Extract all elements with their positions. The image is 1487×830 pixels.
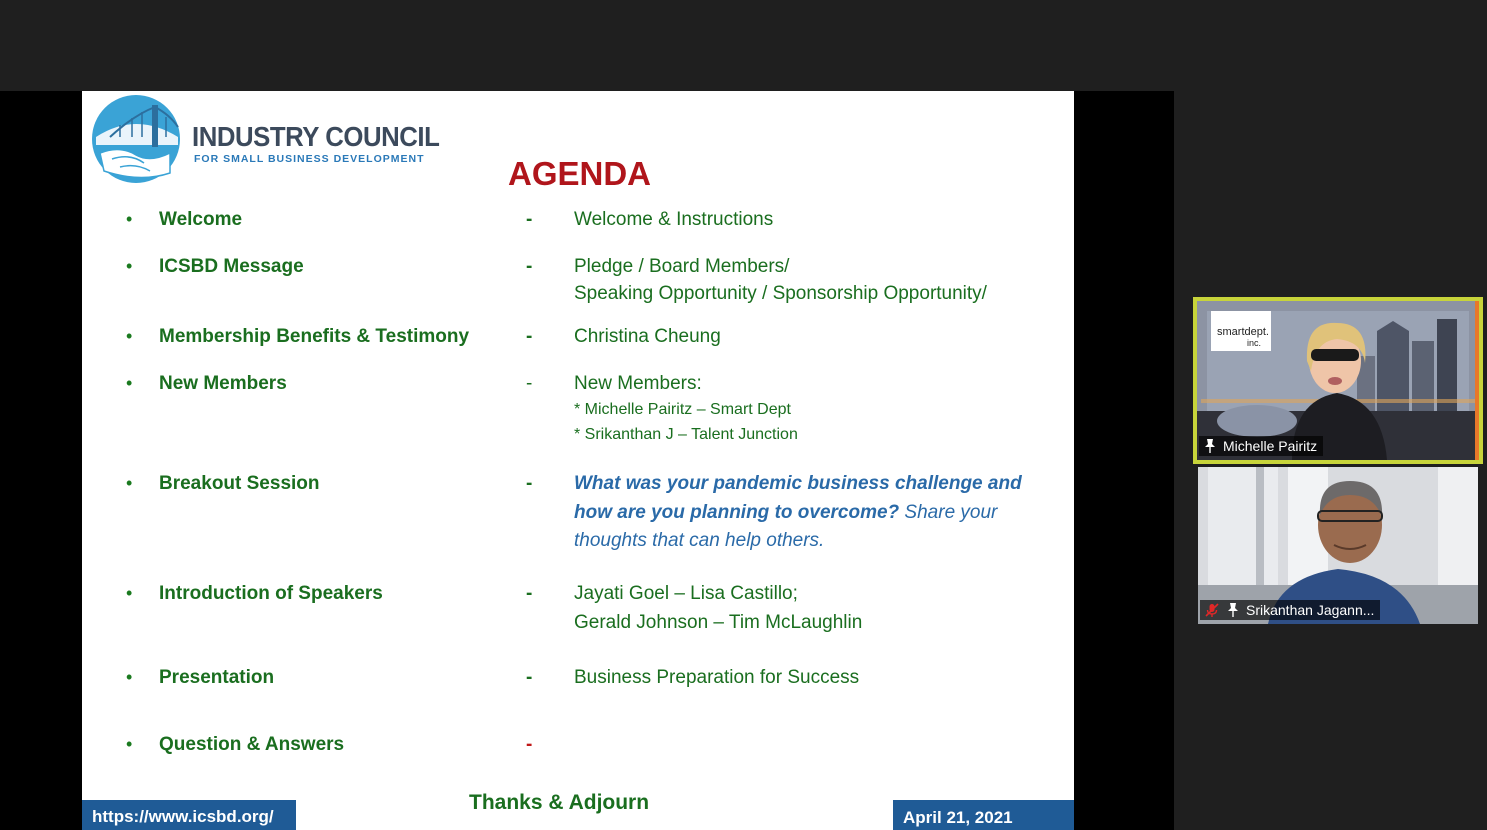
agenda-label: Welcome: [159, 209, 243, 230]
bullet: •: [126, 373, 133, 393]
logo-text: smartdept.: [1217, 326, 1269, 338]
agenda-description-line: Gerald Johnson – Tim McLaughlin: [574, 611, 863, 633]
agenda-description: [574, 253, 987, 307]
bullet: •: [126, 326, 133, 346]
participant-name-tag: [1199, 436, 1323, 456]
logo-text: inc.: [1247, 338, 1262, 348]
logo-title: INDUSTRY COUNCIL: [192, 121, 440, 152]
agenda-description-line: Pledge / Board Members/: [574, 256, 790, 277]
bullet: •: [126, 583, 133, 603]
agenda-description: [574, 370, 798, 447]
agenda-label: Introduction of Speakers: [159, 583, 383, 604]
participant-name-tag: [1200, 600, 1380, 620]
breakout-question: [574, 470, 1044, 556]
agenda-description: [574, 664, 859, 691]
agenda-label: Breakout Session: [159, 473, 320, 494]
bullet: •: [126, 473, 133, 493]
agenda-description: [574, 323, 721, 350]
agenda-description-line: Business Preparation for Success: [574, 667, 860, 688]
video-tile-michelle[interactable]: [1193, 297, 1483, 464]
bullet: •: [126, 734, 133, 754]
footer-url: https://www.icsbd.org/: [82, 800, 296, 830]
agenda-dash: -: [526, 667, 533, 688]
agenda-dash: -: [526, 373, 533, 394]
agenda-dash: -: [526, 583, 533, 604]
agenda-label: Question & Answers: [159, 734, 345, 755]
breakout-question-bold: What was your pandemic business challenge and how are you planning to overcome?: [574, 473, 1022, 523]
agenda-dash: -: [526, 256, 533, 277]
bullet: •: [126, 209, 133, 229]
agenda-title: AGENDA: [508, 155, 652, 192]
muted-mic-icon: [1204, 602, 1220, 618]
pin-icon: [1226, 602, 1240, 618]
agenda-description-line: Christina Cheung: [574, 326, 721, 347]
agenda-slide: [82, 91, 1074, 830]
agenda-description-line: Welcome & Instructions: [574, 209, 774, 230]
breakout-question-italic: Share your thoughts that can help others.: [574, 501, 998, 551]
agenda-description: [574, 206, 773, 233]
agenda-dash: -: [526, 473, 533, 494]
bridge-handshake-icon: [90, 93, 190, 185]
thanks-adjourn: Thanks & Adjourn: [469, 791, 650, 814]
video-frame: [1197, 301, 1479, 460]
agenda-description: [574, 580, 862, 637]
agenda-label: ICSBD Message: [159, 256, 304, 277]
agenda-label: Presentation: [159, 667, 275, 688]
agenda-label: Membership Benefits & Testimony: [159, 326, 470, 347]
agenda-label: New Members: [159, 373, 287, 394]
bullet: •: [126, 256, 133, 276]
agenda-description-line: New Members:: [574, 373, 702, 394]
agenda-dash: -: [526, 734, 533, 755]
logo-subtitle: FOR SMALL BUSINESS DEVELOPMENT: [194, 153, 425, 165]
footer-date: April 21, 2021: [893, 800, 1074, 830]
bullet: •: [126, 667, 133, 687]
agenda-description-line: Speaking Opportunity / Sponsorship Opportunity/: [574, 283, 987, 304]
new-member-line: * Srikanthan J – Talent Junction: [574, 426, 798, 443]
participant-name: Srikanthan Jagann...: [1246, 602, 1375, 618]
agenda-description-line: Jayati Goel – Lisa Castillo;: [574, 583, 798, 604]
agenda-dash: -: [526, 326, 533, 347]
video-tile-srikanthan[interactable]: [1198, 467, 1478, 624]
new-member-line: * Michelle Pairitz – Smart Dept: [574, 401, 791, 418]
pin-icon: [1203, 438, 1217, 454]
participant-name: Michelle Pairitz: [1223, 438, 1318, 454]
icsbd-logo: [90, 93, 440, 185]
agenda-dash: -: [526, 209, 533, 230]
